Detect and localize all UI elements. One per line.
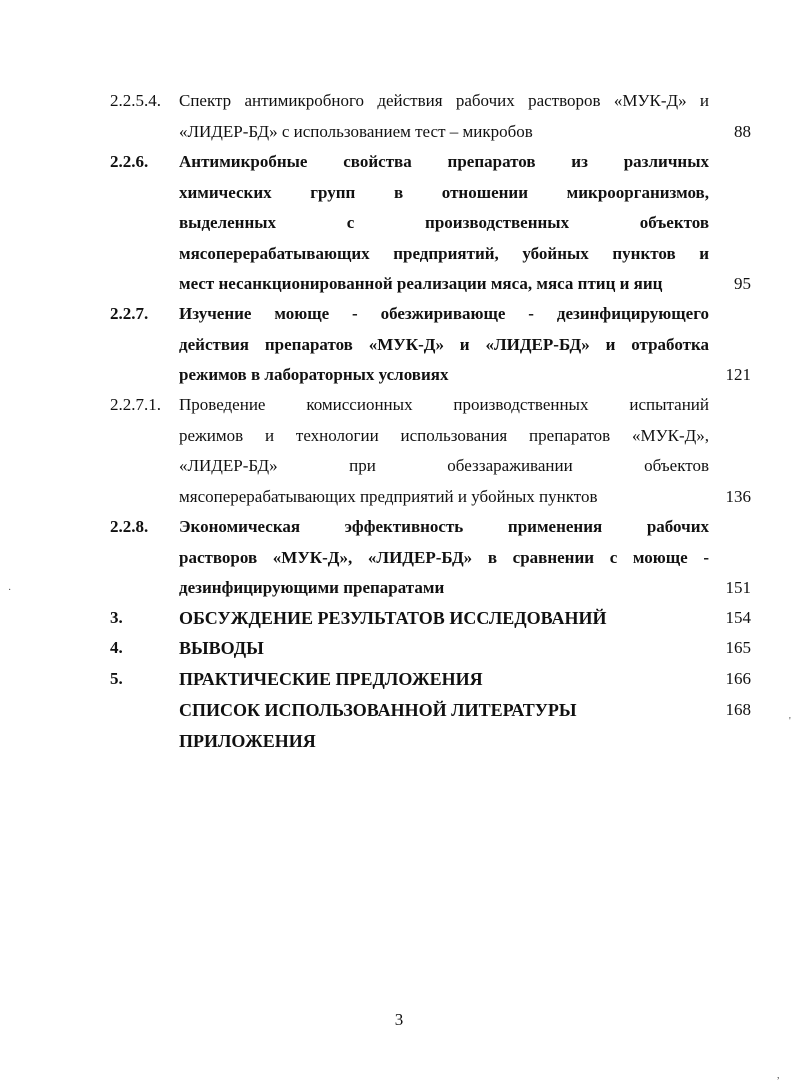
scan-speck: , (777, 1070, 780, 1081)
toc-entry-title (179, 603, 709, 634)
toc-entry-title (179, 512, 709, 604)
toc-entry-line: Проведение комиссионных производственных испытаний (179, 395, 709, 414)
toc-entry-line: Экономическая эффективность применения рабочих (179, 517, 709, 536)
toc-entry-title (179, 664, 709, 695)
toc-entry-line: действия препаратов «МУК-Д» и «ЛИДЕР-БД» и отработка (179, 334, 709, 354)
toc-entry-number: 2.2.8. (110, 517, 149, 536)
toc-entry-line: режимов и технологии использования препаратов «МУК-Д», (179, 425, 709, 445)
toc-entry-line: дезинфицирующими препаратами (179, 578, 445, 597)
toc-entry-number: 2.2.6. (110, 152, 149, 171)
toc-entry-line: мясоперерабатывающих предприятий и убойных пунктов (179, 486, 598, 506)
toc-entry-page: 88 (734, 121, 751, 141)
toc-entry-line: Изучение моюще - обезжиривающе - дезинфицирующего (179, 304, 709, 323)
toc-entry-line: Антимикробные свойства препаратов из различных (179, 152, 709, 171)
toc-entry-line: «ЛИДЕР-БД» с использованием тест – микробов (179, 121, 533, 141)
toc-entry-page: 136 (725, 486, 751, 506)
toc-entry-title (179, 390, 709, 512)
toc-entry-title (179, 695, 709, 726)
toc-entry-page: 166 (725, 669, 751, 688)
toc-entry-line: химических групп в отношении микроорганизмов, (179, 182, 709, 202)
toc-entry-title (179, 86, 709, 147)
toc-entry-line: ПРАКТИЧЕСКИЕ ПРЕДЛОЖЕНИЯ (179, 669, 483, 689)
toc-entry-page: 168 (725, 700, 751, 719)
toc-entry-number: 2.2.7. (110, 304, 149, 323)
toc-entry-number: 3. (110, 608, 123, 627)
toc-entry-page: 151 (725, 578, 751, 597)
toc-entry-page: 121 (725, 365, 751, 384)
toc-entry-line: ОБСУЖДЕНИЕ РЕЗУЛЬТАТОВ ИССЛЕДОВАНИЙ (179, 608, 607, 628)
toc-entry-number: 2.2.5.4. (110, 91, 161, 110)
toc-entry-title (179, 633, 709, 664)
scan-speck: ' (789, 716, 791, 727)
toc-entry-number: 2.2.7.1. (110, 395, 161, 414)
toc-entry-page: 154 (725, 608, 751, 627)
toc-entry-line: выделенных с производственных объектов (179, 213, 709, 232)
toc-entry-number: 5. (110, 669, 123, 688)
toc-entry-line: ВЫВОДЫ (179, 638, 264, 658)
toc-entry-title (179, 299, 709, 391)
toc-entry-line: мест несанкционированной реализации мяса, мяса птиц и яиц (179, 274, 663, 293)
toc-entry-line: ПРИЛОЖЕНИЯ (179, 731, 316, 751)
toc-entry-line: мясоперерабатывающих предприятий, убойных пунктов и (179, 243, 709, 263)
toc-entry-line: режимов в лабораторных условиях (179, 365, 449, 384)
toc-entry-title (179, 726, 709, 757)
toc-entry-number: 4. (110, 638, 123, 657)
toc-entry-line: «ЛИДЕР-БД» при обеззараживании объектов (179, 456, 709, 475)
toc-entry-title (179, 147, 709, 300)
scan-speck: · (8, 585, 12, 596)
toc-entry-line: СПИСОК ИСПОЛЬЗОВАННОЙ ЛИТЕРАТУРЫ (179, 700, 577, 720)
toc-entry-page: 95 (734, 274, 751, 293)
toc-entry-page: 165 (725, 638, 751, 657)
toc-entry-line: Спектр антимикробного действия рабочих растворов «МУК-Д» и (179, 91, 709, 110)
toc-entry-line: растворов «МУК-Д», «ЛИДЕР-БД» в сравнении с моюще - (179, 547, 709, 567)
page-number: 3 (394, 1010, 404, 1029)
